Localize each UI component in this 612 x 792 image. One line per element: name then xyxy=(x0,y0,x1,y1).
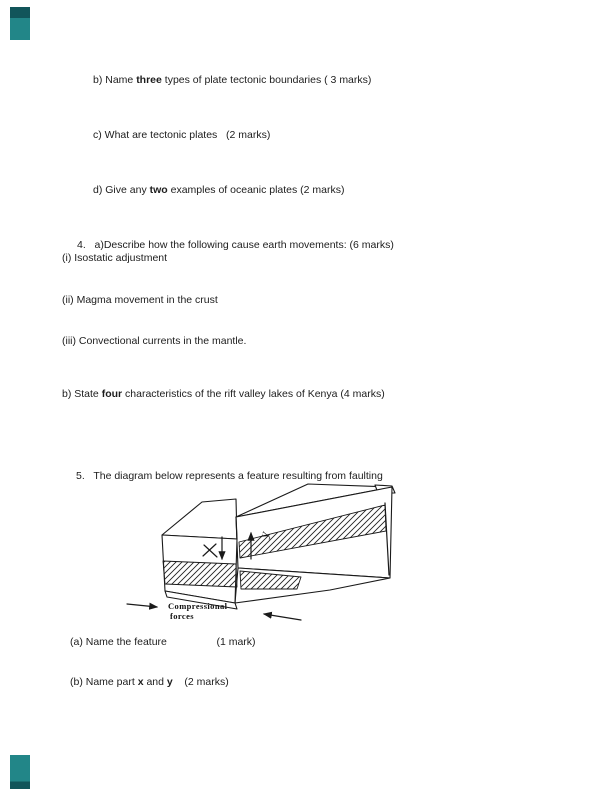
question-4b xyxy=(62,388,385,401)
question-5a: (a) Name the feature (1 mark) xyxy=(70,636,256,648)
question-3d-pre: d) Give any xyxy=(93,184,150,196)
question-4a-ii: (ii) Magma movement in the crust xyxy=(62,294,218,306)
question-5b-pre: (b) Name part xyxy=(70,676,138,688)
question-4b-bold: four xyxy=(101,388,123,400)
question-5: 5. The diagram below represents a feature resulting from faulting xyxy=(76,470,383,482)
force-arrow-left xyxy=(127,604,157,607)
question-4a: 4. a)Describe how the following cause earth movements: (6 marks) xyxy=(77,239,394,251)
question-4b-post: characteristics of the rift valley lakes of Kenya (4 marks) xyxy=(122,388,385,400)
left-block-top-face xyxy=(162,499,237,539)
question-4a-iii: (iii) Convectional currents in the mantle. xyxy=(62,335,247,347)
question-5b-mid: and xyxy=(143,676,167,688)
question-3d-post: examples of oceanic plates (2 marks) xyxy=(167,184,345,196)
question-5b xyxy=(70,676,229,689)
question-4b-pre: b) State xyxy=(62,388,102,400)
force-arrow-right xyxy=(264,614,301,620)
question-3b-bold: three xyxy=(136,74,162,86)
left-block-strata-band xyxy=(163,561,237,587)
forces-caption-line1: Compressional xyxy=(168,601,228,611)
question-3d-bold: two xyxy=(149,184,168,196)
question-4a-i: (i) Isostatic adjustment xyxy=(62,252,168,264)
question-3b-post: types of plate tectonic boundaries ( 3 marks) xyxy=(161,74,372,86)
label-y: y xyxy=(255,529,272,540)
question-3d xyxy=(93,184,345,197)
question-5b-bold-y: y xyxy=(166,676,173,688)
question-3c: c) What are tectonic plates (2 marks) xyxy=(93,129,271,141)
teal-corner-mark-top xyxy=(10,7,30,40)
teal-corner-mark-bottom xyxy=(10,755,30,789)
question-5b-post: (2 marks) xyxy=(172,676,229,688)
question-3b xyxy=(93,74,371,87)
question-3b-pre: b) Name xyxy=(93,74,137,86)
fault-block-diagram xyxy=(118,474,410,626)
question-5b-bold-x: x xyxy=(137,676,144,688)
forces-caption-line2: forces xyxy=(170,611,194,621)
